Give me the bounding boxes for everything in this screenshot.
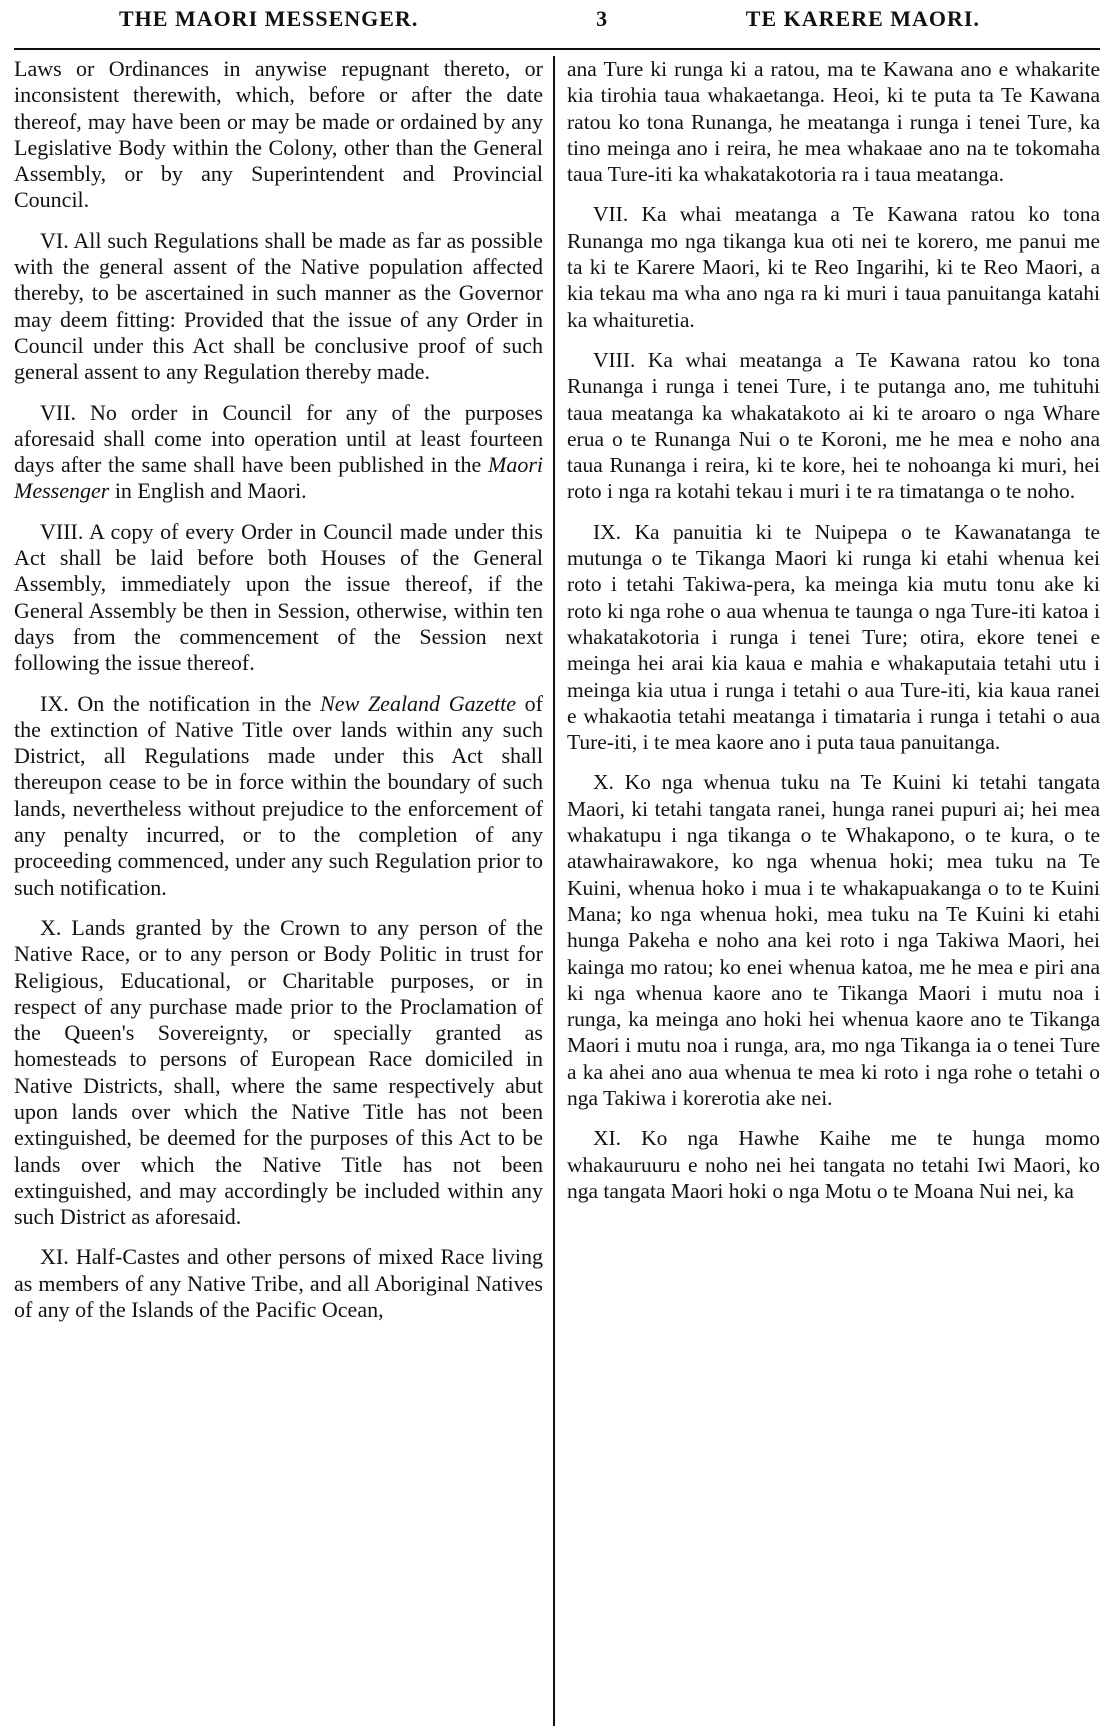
english-section-ix — [14, 691, 543, 901]
section-ix-text-a: IX. On the notification in the — [40, 690, 321, 716]
page-header — [14, 6, 1100, 40]
maori-section-ix: IX. Ka panuitia ki te Nuipepa o te Kawanatanga te mutunga o te Tikanga Maori ki runga ki etahi whenua kei roto i tetahi Takiwa-pera, ka meinga kia mutu tonu ake ki roto ki nga rohe o aua whenua te taunga o nga Ture-iti katoa i whakatakotoria i runga i tenei Ture; otira, ekore tenei e meinga hei arai kia kaua e mahia e whakaputaia tetahi utu i meinga kia utua i runga i tetahi o aua Ture-iti, kia kaua ranei e whakaotia tetahi meatanga i timataria i runga i tetahi o aua Ture-iti, i te mea kaore ano i puta taua panuitanga. — [567, 519, 1100, 755]
english-section-xi: XI. Half-Castes and other persons of mixed Race living as members of any Native Tribe, and all Aboriginal Natives of any of the Islands of the Pacific Ocean, — [14, 1244, 543, 1323]
english-section-vii — [14, 400, 543, 505]
section-ix-text-b: of the extinction of Native Title over lands within any such District, all Regulations made under this Act shall thereupon cease to be in force within the boundary of such lands, nevertheless without prejudice to the enforcement of any penalty incurred, or to the completion of any proceeding commenced, under any such Regulation prior to such notification. — [14, 690, 543, 900]
maori-section-xi: XI. Ko nga Hawhe Kaihe me te hunga momo whakauruuru e noho nei hei tangata no tetahi Iwi Maori, ko nga tangata Maori hoki o nga Motu o te Moana Nui nei, ka — [567, 1126, 1100, 1203]
two-column-body — [14, 56, 1100, 1726]
maori-paragraph-continuation: ana Ture ki runga ki a ratou, ma te Kawana ano e whakarite kia tirohia taua whakaetanga. Heoi, ki te puta ta Te Kawana ratou ko tona Runanga, he meatanga i runga i tenei Ture, ka tino meinga ano i reira, he mea whakaae ano na te tokomaha taua Ture-iti ka whakatakotoria ra i taua meatanga. — [567, 57, 1100, 187]
page-number: 3 — [596, 6, 609, 31]
maori-section-vii: VII. Ka whai meatanga a Te Kawana ratou ko tona Runanga mo nga tikanga kua oti nei te korero, me panui me ta ki te Karere Maori, ki te Reo Ingarihi, ki te Reo Maori, a kia tekau ma wha ano nga ra ki muri i taua panuitanga katahi ka whaituretia. — [567, 202, 1100, 332]
maori-masthead: TE KARERE MAORI. — [745, 6, 980, 31]
maori-section-viii: VIII. Ka whai meatanga a Te Kawana ratou ko tona Runanga i runga i tenei Ture, i te putanga ano, me tuhituhi taua meatanga ka whakatakoto ai ki te aroaro o nga Whare erua o te Runanga Nui o te Koroni, me he mea e noho ana taua Runanga i reira, ki te kore, hei te nohoanga ki muri, hei roto i nga ra kotahi tekau i muri i te ra timatanga o te noho. — [567, 347, 1100, 504]
gazette-title: New Zealand Gazette — [320, 690, 516, 716]
section-vii-text-b: in English and Maori. — [109, 478, 307, 504]
maori-section-x: X. Ko nga whenua tuku na Te Kuini ki tetahi tangata Maori, ki tetahi tangata ranei, hunga ranei pupuri ai; hei mea whakatupu i nga tikanga o te Whakapono, o te kura, o te atawhairawakore, ko nga whenua hoki; mea tuku na Te Kuini, whenua hoko i mua i te whakapuakanga o to te Kuini Mana; ko nga whenua hoki, mea tuku na Te Kuini ki etahi hunga Pakeha e noho ana kei roto i nga Takiwa Maori, hei kainga mo ratou; ko enei whenua katoa, me he mea e piri ana ki nga whenua kaore ano te Tikanga Maori i mutu noa i runga, ka meinga ano hoki hei whenua kaore ano te Tikanga Maori i mutu noa i runga, ara, mo nga Tikanga ia o tenei Ture a ka ahei ano aua whenua te mea ki roto i nga rohe o tetahi o nga Takiwa i korerotia ake nei. — [567, 770, 1100, 1110]
english-section-vi: VI. All such Regulations shall be made as far as possible with the general assent of the Native population affected thereby, to be ascertained in such manner as the Governor may deem fitting: Provided that the issue of any Order in Council under this Act shall be conclusive proof of such general assent to any Regulation thereby made. — [14, 227, 543, 385]
header-rule — [14, 48, 1100, 50]
english-masthead: THE MAORI MESSENGER. — [119, 6, 419, 31]
maori-column — [555, 56, 1100, 1726]
english-column — [14, 56, 553, 1726]
section-vii-text-a: VII. No order in Council for any of the purposes aforesaid shall come into operation until at least fourteen days after the same shall have been published in the — [14, 399, 543, 478]
english-section-viii: VIII. A copy of every Order in Council made under this Act shall be laid before both Houses of the General Assembly, immediately upon the issue thereof, if the General Assembly be then in Session, otherwise, within ten days from the commencement of the Session next following the issue thereof. — [14, 518, 543, 676]
english-paragraph-continuation: Laws or Ordinances in anywise repugnant thereto, or inconsistent therewith, which, before or after the date thereof, may have been or may be made or ordained by any Legislative Body within the Colony, other than the General Assembly, or by any Superintendent and Provincial Council. — [14, 56, 543, 213]
maori-messenger-title: Maori Messenger — [14, 452, 543, 504]
english-section-x: X. Lands granted by the Crown to any person of the Native Race, or to any person or Body Politic in trust for Religious, Educational, or Charitable purposes, or in respect of any purchase made prior to the Proclamation of the Queen's Sovereignty, or specially granted as homesteads to persons of European Race domiciled in Native Districts, shall, where the same respectively abut upon lands over which the Native Title has not been extinguished, be deemed for the purposes of this Act to be lands over which the Native Title has not been extinguished, and may accordingly be included within any such District as aforesaid. — [14, 914, 543, 1230]
